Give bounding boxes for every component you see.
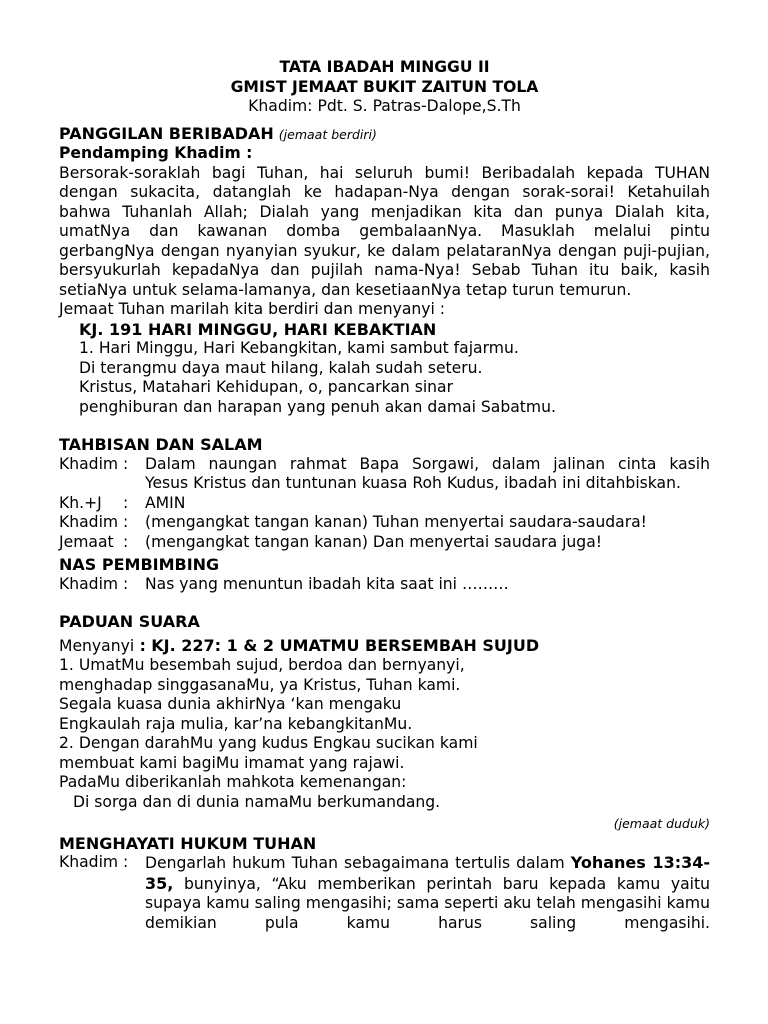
row-colon: : bbox=[123, 493, 129, 512]
lyric-line: 2. Dengan darahMu yang kudus Engkau sucikan kami bbox=[59, 734, 478, 752]
pendamping-label: Pendamping Khadim : bbox=[59, 144, 253, 162]
song-kj191-lyrics bbox=[59, 339, 710, 417]
row-text-continued: Yesus Kristus dan tuntunan kuasa Roh Kudus, ibadah ini ditahbiskan. bbox=[145, 474, 681, 492]
row-text: (mengangkat tangan kanan) Dan menyertai saudara juga! bbox=[145, 532, 603, 551]
liturgy-row bbox=[59, 853, 710, 933]
khadim-line: Khadim: Pdt. S. Patras-Dalope,S.Th bbox=[248, 97, 521, 115]
section-nas bbox=[59, 555, 710, 594]
liturgy-row bbox=[59, 455, 710, 494]
liturgy-row bbox=[59, 533, 710, 553]
heading-panggilan: PANGGILAN BERIBADAH bbox=[59, 123, 274, 143]
section-paduan bbox=[59, 612, 710, 834]
row-text: Dalam naungan rahmat Bapa Sorgawi, dalam jalinan cinta kasih bbox=[145, 454, 710, 473]
heading-hukum: MENGHAYATI HUKUM TUHAN bbox=[59, 833, 317, 853]
row-text: Nas yang menuntun ibadah kita saat ini ……… bbox=[145, 574, 509, 593]
document-header bbox=[59, 58, 710, 117]
liturgy-row bbox=[59, 513, 710, 533]
song-title-kj227: KJ. 227: 1 & 2 UMATMU BERSEMBAH SUJUD bbox=[151, 635, 540, 655]
liturgy-row bbox=[59, 494, 710, 514]
scripture-reference: Yohanes 13:34-35, bbox=[145, 853, 711, 893]
lyric-line: Di terangmu daya maut hilang, kalah sudah seteru. bbox=[79, 358, 483, 377]
title-line-2: GMIST JEMAAT BUKIT ZAITUN TOLA bbox=[230, 77, 539, 96]
row-colon: : bbox=[123, 853, 129, 871]
hukum-text-a: Dengarlah hukum Tuhan sebagaimana tertulis dalam bbox=[145, 854, 571, 872]
lyric-line: penghiburan dan harapan yang penuh akan damai Sabatmu. bbox=[79, 397, 556, 416]
lyric-line: PadaMu diberikanlah mahkota kemenangan: bbox=[59, 773, 407, 791]
row-label: Khadim bbox=[59, 454, 119, 473]
lyric-line: 1. UmatMu besembah sujud, berdoa dan bernyanyi, bbox=[59, 656, 465, 674]
row-text: AMIN bbox=[145, 493, 186, 512]
hukum-text-b: bunyinya, “Aku memberikan perintah baru kepada kamu yaitu supaya kamu saling mengasihi; sama seperti aku telah mengasihi kamu demikian pula kamu harus saling mengasihi. bbox=[145, 874, 710, 932]
row-colon: : bbox=[123, 532, 129, 551]
row-colon: : bbox=[123, 513, 129, 531]
row-label: Khadim bbox=[59, 853, 119, 871]
row-label: Kh.+J bbox=[59, 493, 102, 512]
note-jemaat-duduk: (jemaat duduk) bbox=[613, 816, 710, 831]
invite-line: Jemaat Tuhan marilah kita berdiri dan menyanyi : bbox=[59, 300, 446, 318]
lyric-line: 1. Hari Minggu, Hari Kebangkitan, kami sambut fajarmu. bbox=[79, 339, 519, 357]
menyanyi-label: Menyanyi bbox=[59, 636, 135, 655]
lyric-line: Kristus, Matahari Kehidupan, o, pancarkan sinar bbox=[79, 378, 454, 396]
heading-nas: NAS PEMBIMBING bbox=[59, 555, 220, 574]
lyric-line: Di sorga dan di dunia namaMu berkumandang. bbox=[73, 792, 441, 811]
lyric-line: Engkaulah raja mulia, kar’na kebangkitanMu. bbox=[59, 714, 413, 733]
document-page bbox=[59, 58, 710, 933]
liturgy-row bbox=[59, 575, 710, 595]
lyric-line: Segala kuasa dunia akhirNya ‘kan mengaku bbox=[59, 695, 402, 713]
song-title-kj191: KJ. 191 HARI MINGGU, HARI KEBAKTIAN bbox=[79, 319, 437, 339]
row-label: Khadim bbox=[59, 513, 119, 531]
row-label: Jemaat bbox=[59, 532, 114, 551]
lyric-line: menghadap singgasanaMu, ya Kristus, Tuhan kami. bbox=[59, 675, 461, 694]
section-hukum bbox=[59, 834, 710, 934]
row-label: Khadim bbox=[59, 574, 119, 593]
section-panggilan bbox=[59, 124, 710, 418]
row-text bbox=[145, 853, 710, 933]
panggilan-paragraph: Bersorak-soraklah bagi Tuhan, hai seluruh bumi! Beribadalah kepada TUHAN dengan sukacita, datanglah ke hadapan-Nya dengan sorak-sorai! Ketahuilah bahwa Tuhanlah Allah; Dialah yang menjadikan kita dan punya Dialah kita, umatNya dan kawanan domba gembalaanNya. Masuklah melalui pintu gerbangNya dengan nyanyian syukur, ke dalam pelataranNya dengan puji-pujian, bersyukurlah kepadaNya dan pujilah nama-Nya! Sebab Tuhan itu baik, kasih setiaNya untuk selama-lamanya, dan kesetiaanNya tetap turun temurun. bbox=[59, 163, 710, 299]
menyanyi-sep: : bbox=[134, 636, 152, 655]
row-text: (mengangkat tangan kanan) Tuhan menyertai saudara-saudara! bbox=[145, 513, 647, 531]
lyric-line: membuat kami bagiMu imamat yang rajawi. bbox=[59, 753, 405, 772]
song-kj227-lyrics bbox=[59, 656, 710, 812]
section-tahbisan bbox=[59, 435, 710, 552]
row-colon: : bbox=[123, 454, 129, 473]
title-line-1: TATA IBADAH MINGGU II bbox=[279, 58, 490, 76]
heading-tahbisan: TAHBISAN DAN SALAM bbox=[59, 435, 263, 454]
row-colon: : bbox=[123, 574, 129, 593]
heading-paduan: PADUAN SUARA bbox=[59, 612, 200, 631]
note-jemaat-berdiri: (jemaat berdiri) bbox=[278, 126, 377, 142]
